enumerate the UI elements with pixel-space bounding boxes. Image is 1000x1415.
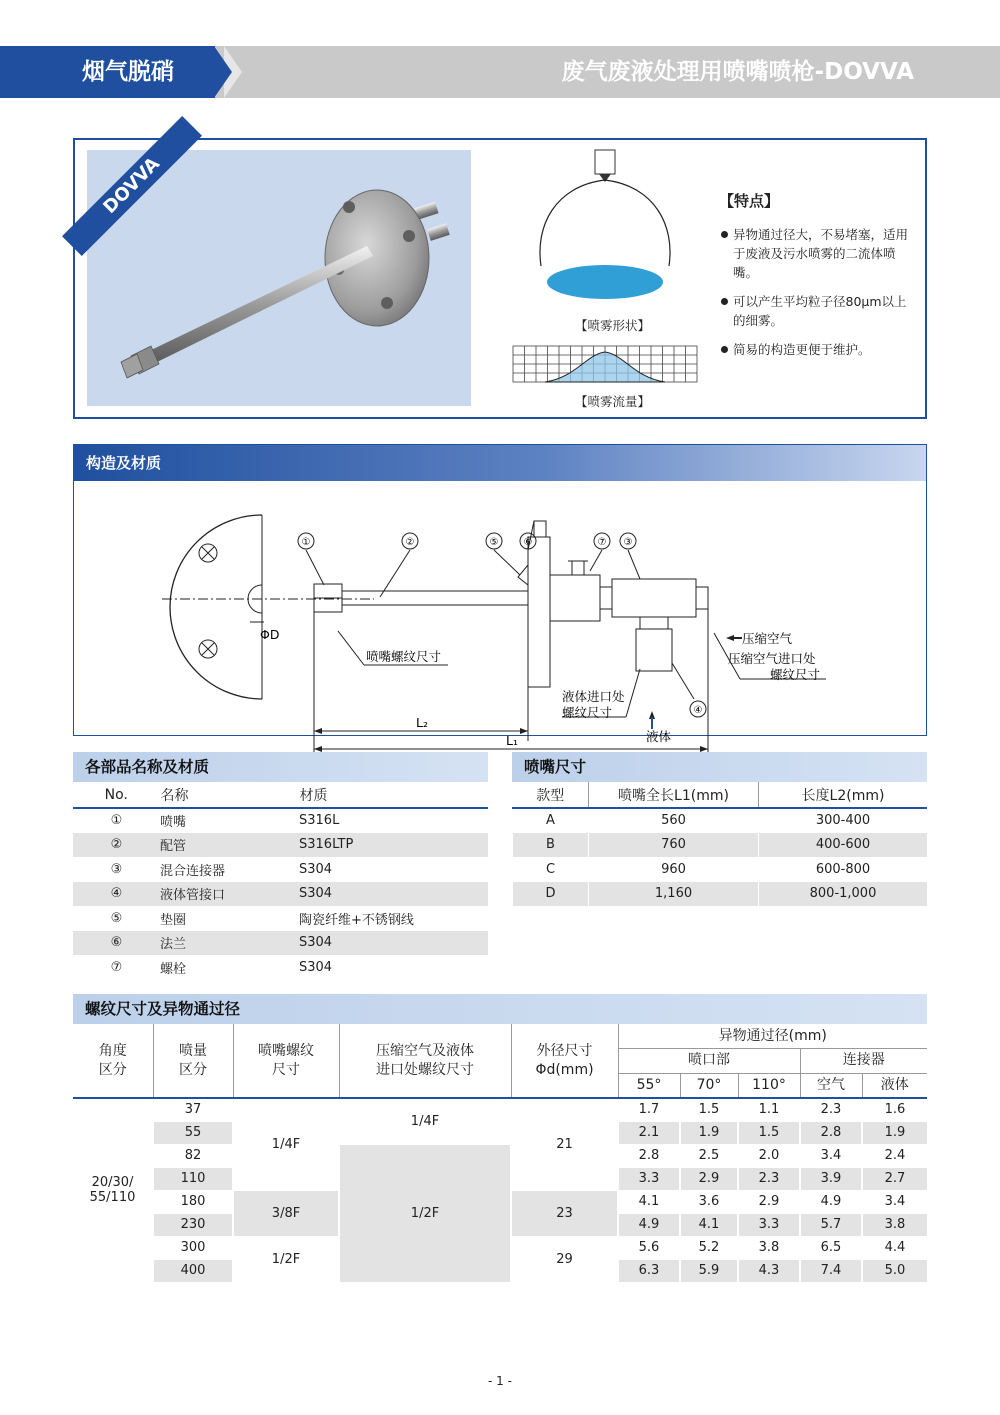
category-tab: 烟气脱硝 bbox=[0, 46, 215, 98]
table-row: ⑤ 垫圈 陶瓷纤维+不锈钢线 bbox=[110, 910, 414, 928]
feature-item: 简易的构造更便于维护。 bbox=[715, 340, 915, 359]
product-badge-label: DOVVA bbox=[62, 116, 202, 256]
header-arrow bbox=[214, 46, 232, 98]
col-110: 110° bbox=[738, 1073, 800, 1098]
col-connector: 连接器 bbox=[800, 1049, 927, 1074]
structure-drawing bbox=[74, 481, 926, 748]
table-row: ⑦ 螺栓 S304 bbox=[110, 959, 333, 977]
spray-shape-label: 【喷雾形状】 bbox=[575, 318, 651, 333]
l1-label: L₁ bbox=[506, 733, 518, 748]
nozzle-thread-label: 喷嘴螺纹尺寸 bbox=[366, 649, 442, 664]
spray-flow-label: 【喷雾流量】 bbox=[575, 394, 651, 409]
col-no: No. bbox=[73, 782, 160, 808]
table-row: A 560 300-400 bbox=[513, 808, 928, 833]
features bbox=[715, 190, 915, 369]
col-l2: 长度L2(mm) bbox=[759, 782, 928, 808]
nozzle-size-table bbox=[512, 782, 927, 906]
spray-diagrams bbox=[505, 146, 705, 416]
thread-section-title: 螺纹尺寸及异物通过径 bbox=[73, 994, 927, 1024]
table-row: ③ 混合连接器 S304 bbox=[110, 861, 333, 879]
col-orifice: 喷口部 bbox=[618, 1049, 800, 1074]
air-label: 压缩空气 bbox=[742, 631, 793, 646]
callout-1: ① bbox=[301, 537, 311, 548]
liquid-inlet-thread-label: 螺纹尺寸 bbox=[562, 705, 613, 720]
col-air: 空气 bbox=[800, 1073, 862, 1098]
table-row: 55 2.1 1.9 1.5 2.8 1.9 bbox=[73, 1121, 927, 1144]
liquid-inlet-label: 液体进口处 bbox=[562, 689, 625, 704]
spray-shape-diagram bbox=[505, 146, 705, 416]
table-row: 180 3/8F 23 4.1 3.6 2.9 4.9 3.4 bbox=[73, 1190, 927, 1213]
parts-table bbox=[73, 782, 488, 980]
table-row: D 1,160 800-1,000 bbox=[513, 882, 928, 907]
table-row: 20/30/ 55/110 37 1/4F 1/4F 21 1.7 1.5 1.1 2.3 1.6 bbox=[73, 1098, 927, 1121]
table-row: 300 1/2F 29 5.6 5.2 3.8 6.5 4.4 bbox=[73, 1236, 927, 1259]
col-inlet-thread: 压缩空气及液体 进口处螺纹尺寸 bbox=[339, 1024, 511, 1098]
liquid-label: 液体 bbox=[646, 729, 672, 744]
col-liquid: 液体 bbox=[862, 1073, 927, 1098]
product-overview bbox=[73, 138, 927, 419]
col-material: 材质 bbox=[271, 782, 488, 808]
col-55: 55° bbox=[618, 1073, 680, 1098]
phi-d-label: ΦD bbox=[260, 627, 280, 642]
features-title: 【特点】 bbox=[719, 192, 780, 210]
col-nozzle-thread: 喷嘴螺纹 尺寸 bbox=[233, 1024, 339, 1098]
col-angle: 角度 区分 bbox=[73, 1024, 153, 1098]
table-row: ④ 液体管接口 S304 bbox=[73, 882, 488, 907]
callout-7: ⑦ bbox=[597, 537, 607, 548]
callout-3: ③ bbox=[623, 537, 633, 548]
col-70: 70° bbox=[680, 1073, 738, 1098]
structure-title: 构造及材质 bbox=[74, 445, 926, 481]
feature-item: 异物通过径大，不易堵塞，适用于废液及污水喷雾的二流体喷嘴。 bbox=[715, 225, 915, 282]
callout-2: ② bbox=[405, 537, 415, 548]
air-inlet-label: 压缩空气进口处 bbox=[728, 651, 816, 666]
table-row: B 760 400-600 bbox=[513, 833, 928, 858]
product-badge bbox=[87, 150, 187, 250]
feature-item: 可以产生平均粒子径80μm以上的细雾。 bbox=[715, 292, 915, 330]
table-row: C 960 600-800 bbox=[513, 857, 928, 882]
col-passage: 异物通过径(mm) bbox=[618, 1024, 927, 1049]
l2-label: L₂ bbox=[416, 715, 428, 730]
parts-section-title: 各部品名称及材质 bbox=[73, 752, 488, 782]
col-od: 外径尺寸 Φd(mm) bbox=[511, 1024, 618, 1098]
page-title: 废气废液处理用喷嘴喷枪-DOVVA bbox=[561, 59, 914, 85]
table-row: 110 3.3 2.9 2.3 3.9 2.7 bbox=[73, 1167, 927, 1190]
structure-section bbox=[73, 444, 927, 748]
page-number: - 1 - bbox=[488, 1374, 512, 1388]
table-row: ① 喷嘴 S316L bbox=[110, 813, 340, 831]
col-l1: 喷嘴全长L1(mm) bbox=[589, 782, 759, 808]
table-row: 400 6.3 5.9 4.3 7.4 5.0 bbox=[73, 1259, 927, 1282]
col-name: 名称 bbox=[160, 782, 271, 808]
callout-5: ⑤ bbox=[489, 537, 499, 548]
air-inlet-thread-label: 螺纹尺寸 bbox=[770, 667, 821, 682]
table-row: 82 1/2F 2.8 2.5 2.0 3.4 2.4 bbox=[73, 1144, 927, 1167]
thread-passage-table bbox=[73, 1024, 927, 1283]
table-row: 230 4.9 4.1 3.3 5.7 3.8 bbox=[73, 1213, 927, 1236]
table-row: ② 配管 S316LTP bbox=[73, 833, 488, 858]
table-row: ⑥ 法兰 S304 bbox=[73, 931, 488, 956]
nozzle-size-section-title: 喷嘴尺寸 bbox=[512, 752, 927, 782]
col-flow: 喷量 区分 bbox=[153, 1024, 233, 1098]
callout-4: ④ bbox=[693, 705, 703, 716]
product-photo bbox=[87, 150, 471, 406]
col-model: 款型 bbox=[513, 782, 589, 808]
page-header bbox=[0, 46, 1000, 98]
callout-6: ⑥ bbox=[523, 537, 533, 548]
